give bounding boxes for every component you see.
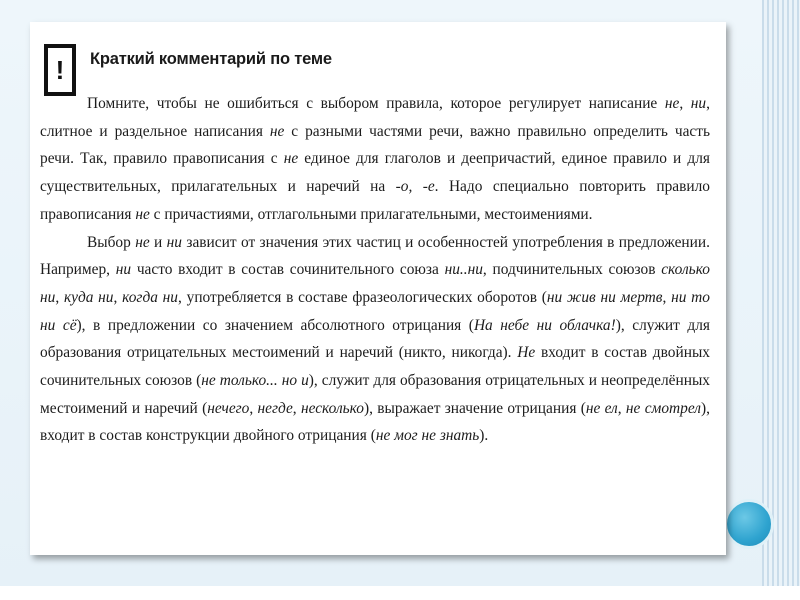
text-run: , употребляется в составе фразеологических оборотов (	[178, 288, 547, 306]
italic-example: ни жив ни мертв	[546, 288, 663, 306]
comment-text	[40, 90, 710, 450]
text-run: ), служит для образования отрицательных местоимений и наречий (никто, никогда).	[40, 316, 711, 362]
italic-example: не только... но и	[201, 372, 309, 390]
italic-example: не	[135, 233, 150, 251]
text-run: . Надо специально повторить правило правописания	[40, 178, 710, 223]
italic-example: не	[664, 95, 680, 112]
italic-example: ни	[690, 95, 707, 112]
italic-example: не мог не знать	[375, 427, 480, 445]
decorative-circle	[724, 499, 774, 549]
text-run: ,	[55, 288, 64, 306]
italic-example: ни	[166, 233, 182, 251]
italic-example: не ел	[585, 399, 618, 417]
italic-example: не	[269, 122, 285, 140]
italic-example: не смотрел	[625, 399, 702, 417]
exclamation-mark: !	[55, 54, 65, 85]
text-run: ), входит в состав конструкции двойного отрицания (	[40, 399, 710, 445]
text-run: Помните, чтобы не ошибиться с выбором правила, которое регулирует написание	[87, 95, 665, 112]
italic-example: не	[283, 150, 299, 168]
text-run: и	[149, 233, 167, 251]
paragraph-1	[40, 90, 710, 229]
italic-example: На небе ни облачка!	[473, 316, 616, 334]
text-run: ), в предложении со значением абсолютного отрицания (	[76, 316, 474, 334]
text-run: ,	[679, 95, 691, 112]
italic-example: несколько	[300, 399, 364, 417]
text-run: ).	[479, 427, 489, 445]
text-run: ), служит для образования отрицательных и неопределённых местоимений и наречий (	[40, 372, 710, 417]
italic-example: ни то ни сё	[40, 288, 710, 334]
text-run: , слитное и раздельное написания	[40, 95, 710, 140]
text-run: ,	[292, 399, 301, 417]
italic-example: сколько ни	[40, 261, 710, 306]
text-run: часто входит в состав сочинительного союза	[131, 261, 445, 279]
text-run: , подчинительных союзов	[482, 261, 662, 279]
italic-example: куда ни	[63, 288, 114, 306]
comment-heading: Краткий комментарий по теме	[90, 50, 332, 68]
slide-bottom-strip	[0, 586, 800, 600]
italic-example: нечего	[207, 399, 250, 417]
exclamation-icon	[44, 44, 76, 96]
italic-example: ни..ни	[444, 261, 483, 279]
italic-example: когда ни	[122, 288, 179, 306]
italic-example: не	[135, 205, 150, 223]
text-run: единое для глаголов и деепричастий, единое правило и для существительных, прилагательных и наречий на	[40, 150, 710, 196]
text-run: ,	[249, 399, 258, 417]
text-run: входит в состав двойных сочинительных союзов (	[40, 344, 710, 390]
text-run: ), выражает значение отрицания (	[364, 399, 586, 417]
italic-example: Не	[517, 344, 536, 362]
italic-example: -о, -е	[395, 178, 435, 196]
text-run: зависит от значения этих частиц и особенностей употребления в предложении. Например,	[40, 233, 710, 279]
text-card	[30, 22, 726, 555]
italic-example: негде	[257, 399, 293, 417]
text-run: ,	[617, 399, 626, 417]
italic-example: ни	[115, 261, 132, 279]
paragraph-2	[40, 229, 710, 451]
text-run: ,	[662, 288, 672, 306]
text-run: ,	[113, 288, 123, 306]
text-run: с причастиями, отглагольными прилагательными, местоимениями.	[149, 205, 593, 223]
text-run: с разными частями речи, важно правильно определить часть речи. Так, правило правописания с	[40, 122, 710, 168]
text-run: Выбор	[87, 233, 136, 251]
